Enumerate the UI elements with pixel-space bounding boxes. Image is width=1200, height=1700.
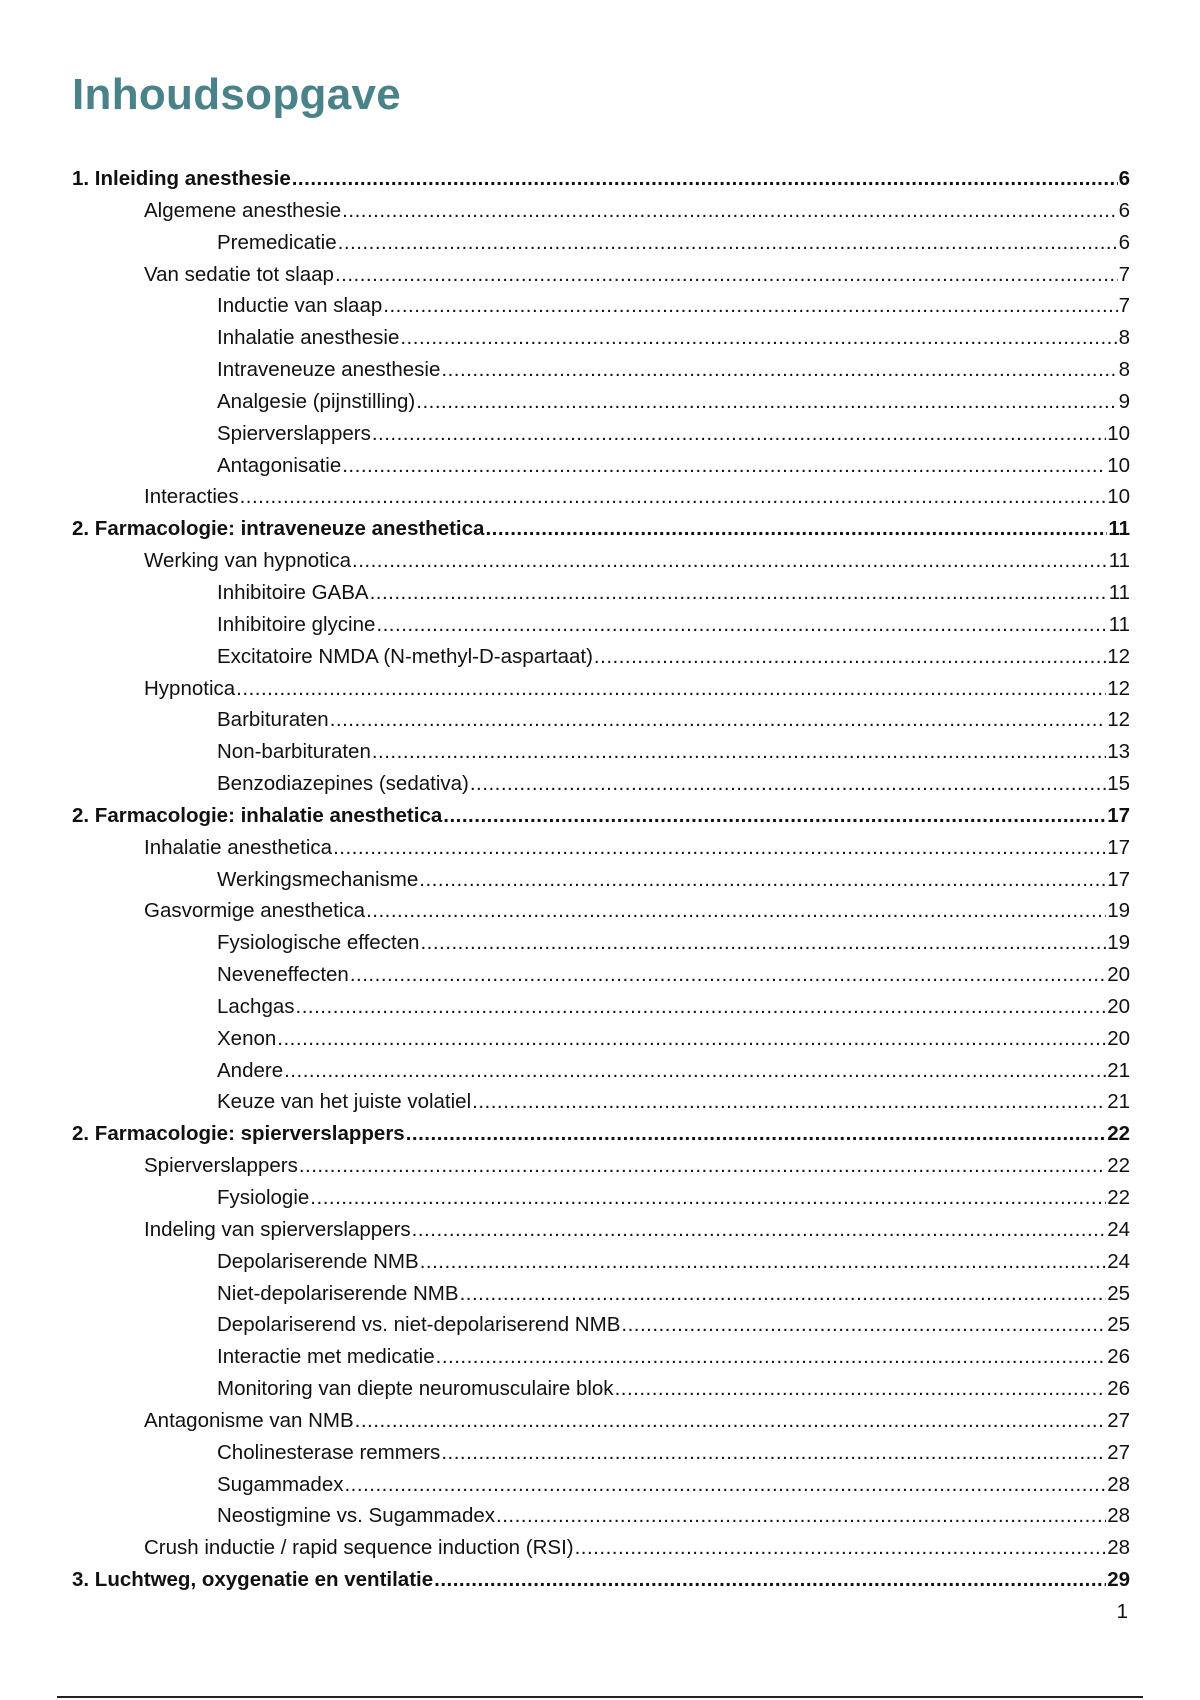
toc-entry-page-number: 24	[1107, 1217, 1130, 1241]
toc-entry-label: Excitatoire NMDA (N-methyl-D-aspartaat)	[217, 644, 593, 668]
toc-dot-leader	[277, 1023, 1106, 1055]
toc-entry-page-number: 27	[1107, 1440, 1130, 1464]
toc-dot-leader	[496, 1500, 1106, 1532]
toc-dot-leader	[416, 386, 1117, 418]
toc-entry[interactable]	[72, 1469, 1130, 1501]
toc-dot-leader	[310, 1182, 1106, 1214]
toc-entry-label: Inhibitoire GABA	[217, 580, 369, 604]
toc-entry-page-number: 28	[1107, 1472, 1130, 1496]
toc-dot-leader	[460, 1278, 1107, 1310]
toc-entry-page-number: 28	[1107, 1504, 1130, 1528]
toc-dot-leader	[292, 163, 1118, 195]
toc-entry-label: 1. Inleiding anesthesie	[72, 167, 291, 190]
toc-entry[interactable]	[72, 1405, 1130, 1437]
toc-entry-page-number: 22	[1107, 1122, 1130, 1146]
toc-entry-page-number: 15	[1107, 772, 1130, 796]
toc-entry-page-number: 6	[1118, 230, 1130, 254]
toc-entry-label: Gasvormige anesthetica	[144, 899, 366, 923]
toc-dot-leader	[575, 1532, 1107, 1564]
toc-entry-page-number: 11	[1108, 517, 1130, 541]
toc-entry-label: Interactie met medicatie	[217, 1345, 435, 1369]
toc-dot-leader	[342, 450, 1106, 482]
toc-dot-leader	[400, 322, 1117, 354]
toc-entry[interactable]	[72, 1309, 1130, 1341]
toc-entry[interactable]	[72, 1150, 1130, 1182]
toc-entry-label: Hypnotica	[144, 676, 236, 700]
toc-dot-leader	[366, 895, 1106, 927]
toc-dot-leader	[443, 800, 1106, 832]
toc-entry[interactable]	[72, 1532, 1130, 1564]
toc-dot-leader	[406, 1118, 1106, 1150]
toc-dot-leader	[372, 736, 1106, 768]
toc-entry-label: 2. Farmacologie: spierverslappers	[72, 1122, 405, 1146]
toc-entry-page-number: 20	[1107, 963, 1130, 987]
toc-entry-page-number: 20	[1107, 1026, 1130, 1050]
toc-entry-page-number: 24	[1107, 1249, 1130, 1273]
toc-entry[interactable]	[72, 1564, 1130, 1596]
toc-entry-page-number: 27	[1107, 1408, 1130, 1432]
toc-entry-page-number: 20	[1107, 994, 1130, 1018]
toc-entry-label: Lachgas	[217, 994, 295, 1018]
toc-entry-page-number: 26	[1107, 1377, 1130, 1401]
toc-entry-label: Inhalatie anesthesie	[217, 326, 400, 350]
toc-dot-leader	[330, 704, 1107, 736]
toc-entry-page-number: 19	[1107, 931, 1130, 955]
toc-entry-label: Werkingsmechanisme	[217, 867, 419, 891]
toc-entry-label: Depolariserend vs. niet-depolariserend NMB	[217, 1313, 621, 1337]
toc-entry[interactable]	[72, 1373, 1130, 1405]
toc-entry-page-number: 6	[1118, 167, 1130, 190]
toc-entry[interactable]	[72, 609, 1130, 641]
toc-dot-leader	[236, 673, 1106, 705]
toc-entry-page-number: 19	[1107, 899, 1130, 923]
toc-dot-leader	[338, 227, 1118, 259]
toc-entry-page-number: 6	[1118, 198, 1130, 222]
toc-dot-leader	[594, 641, 1106, 673]
toc-dot-leader	[485, 513, 1107, 545]
toc-entry-page-number: 11	[1108, 549, 1130, 573]
toc-dot-leader	[335, 259, 1118, 291]
toc-entry-label: Premedicatie	[217, 230, 337, 254]
toc-entry-page-number: 11	[1108, 580, 1130, 604]
toc-entry-label: Inhibitoire glycine	[217, 612, 376, 636]
toc-entry[interactable]	[72, 1055, 1130, 1087]
toc-entry[interactable]	[72, 1214, 1130, 1246]
toc-entry[interactable]	[72, 959, 1130, 991]
toc-entry-label: 2. Farmacologie: intraveneuze anesthetica	[72, 517, 485, 541]
toc-entry-page-number: 7	[1118, 294, 1130, 318]
toc-entry-label: Indeling van spierverslappers	[144, 1217, 411, 1241]
toc-dot-leader	[240, 481, 1107, 513]
toc-entry-label: Inhalatie anesthetica	[144, 835, 333, 859]
toc-entry-label: Sugammadex	[217, 1472, 344, 1496]
toc-entry-label: Interacties	[144, 485, 239, 509]
toc-entry[interactable]	[72, 195, 1130, 227]
toc-entry-page-number: 21	[1107, 1058, 1130, 1082]
toc-entry[interactable]	[72, 1246, 1130, 1278]
toc-entry-label: Antagonisme van NMB	[144, 1408, 354, 1432]
toc-entry[interactable]	[72, 163, 1130, 195]
toc-entry-page-number: 10	[1107, 453, 1130, 477]
toc-entry[interactable]	[72, 1437, 1130, 1469]
toc-dot-leader	[383, 290, 1117, 322]
toc-entry-label: Cholinesterase remmers	[217, 1440, 441, 1464]
toc-dot-leader	[299, 1150, 1106, 1182]
toc-entry[interactable]	[72, 1500, 1130, 1532]
toc-entry-label: 2. Farmacologie: inhalatie anesthetica	[72, 803, 443, 827]
toc-entry-label: Algemene anesthesie	[144, 198, 342, 222]
toc-dot-leader	[355, 1405, 1107, 1437]
toc-dot-leader	[420, 1246, 1107, 1278]
toc-dot-leader	[621, 1309, 1106, 1341]
toc-dot-leader	[284, 1055, 1106, 1087]
toc-entry-label: Crush inductie / rapid sequence induction (RSI)	[144, 1536, 574, 1560]
toc-entry[interactable]	[72, 927, 1130, 959]
toc-entry[interactable]	[72, 545, 1130, 577]
toc-entry[interactable]	[72, 481, 1130, 513]
toc-entry[interactable]	[72, 673, 1130, 705]
toc-entry-label: Keuze van het juiste volatiel	[217, 1090, 472, 1114]
toc-dot-leader	[372, 418, 1106, 450]
toc-entry-label: Inductie van slaap	[217, 294, 383, 318]
toc-entry-label: Non-barbituraten	[217, 740, 371, 764]
toc-dot-leader	[436, 1341, 1107, 1373]
toc-entry-page-number: 8	[1118, 326, 1130, 350]
toc-entry-label: Andere	[217, 1058, 284, 1082]
toc-entry-label: Barbituraten	[217, 708, 329, 732]
toc-entry[interactable]	[72, 386, 1130, 418]
toc-entry[interactable]	[72, 736, 1130, 768]
toc-entry-page-number: 17	[1107, 803, 1130, 827]
toc-entry[interactable]	[72, 991, 1130, 1023]
toc-dot-leader	[333, 832, 1106, 864]
toc-dot-leader	[615, 1373, 1107, 1405]
toc-entry-label: Intraveneuze anesthesie	[217, 358, 441, 382]
toc-entry[interactable]	[72, 800, 1130, 832]
toc-dot-leader	[434, 1564, 1106, 1596]
toc-entry-page-number: 11	[1108, 612, 1130, 636]
toc-dot-leader	[352, 545, 1108, 577]
toc-entry-label: Neostigmine vs. Sugammadex	[217, 1504, 496, 1528]
toc-entry-page-number: 13	[1107, 740, 1130, 764]
toc-dot-leader	[376, 609, 1107, 641]
toc-entry[interactable]	[72, 895, 1130, 927]
toc-entry[interactable]	[72, 1023, 1130, 1055]
toc-entry-page-number: 26	[1107, 1345, 1130, 1369]
toc-entry[interactable]	[72, 354, 1130, 386]
toc-entry-page-number: 25	[1107, 1281, 1130, 1305]
toc-dot-leader	[441, 354, 1117, 386]
toc-entry-label: Niet-depolariserende NMB	[217, 1281, 459, 1305]
toc-entry-page-number: 22	[1107, 1154, 1130, 1178]
toc-entry-page-number: 17	[1107, 835, 1130, 859]
toc-entry-page-number: 10	[1107, 421, 1130, 445]
toc-entry-page-number: 8	[1118, 358, 1130, 382]
footer-divider	[57, 1696, 1143, 1698]
toc-entry[interactable]	[72, 322, 1130, 354]
toc-entry[interactable]	[72, 768, 1130, 800]
toc-entry[interactable]	[72, 259, 1130, 291]
toc-entry-page-number: 22	[1107, 1186, 1130, 1209]
toc-entry[interactable]	[72, 1086, 1130, 1118]
page-number: 1	[1116, 1600, 1128, 1623]
toc-entry-page-number: 9	[1118, 389, 1130, 413]
toc-dot-leader	[470, 768, 1106, 800]
toc-dot-leader	[296, 991, 1107, 1023]
toc-entry-label: Benzodiazepines (sedativa)	[217, 772, 469, 796]
toc-entry[interactable]	[72, 290, 1130, 322]
toc-entry[interactable]	[72, 1278, 1130, 1310]
toc-entry-page-number: 21	[1107, 1090, 1130, 1114]
toc-entry-page-number: 12	[1107, 644, 1130, 668]
toc-entry-label: 3. Luchtweg, oxygenatie en ventilatie	[72, 1568, 434, 1592]
toc-entry[interactable]	[72, 641, 1130, 673]
toc-entry-label: Fysiologie	[217, 1186, 310, 1209]
toc-entry-page-number: 25	[1107, 1313, 1130, 1337]
toc-entry-label: Xenon	[217, 1026, 277, 1050]
toc-entry[interactable]	[72, 1118, 1130, 1150]
toc-entry-label: Spierverslappers	[144, 1154, 298, 1178]
toc-entry[interactable]	[72, 704, 1130, 736]
toc-entry-page-number: 10	[1107, 485, 1130, 509]
toc-entry-label: Van sedatie tot slaap	[144, 262, 334, 286]
toc-entry[interactable]	[72, 832, 1130, 864]
toc-entry[interactable]	[72, 864, 1130, 896]
toc-dot-leader	[370, 577, 1108, 609]
toc-entry-page-number: 12	[1107, 676, 1130, 700]
toc-dot-leader	[419, 864, 1106, 896]
toc-dot-leader	[342, 195, 1117, 227]
toc-entry[interactable]	[72, 577, 1130, 609]
toc-entry-label: Spierverslappers	[217, 421, 371, 445]
toc-entry-label: Neveneffecten	[217, 963, 349, 987]
toc-dot-leader	[412, 1214, 1107, 1246]
toc-entry-label: Werking van hypnotica	[144, 549, 352, 573]
toc-dot-leader	[344, 1469, 1106, 1501]
toc-entry[interactable]	[72, 227, 1130, 259]
toc-dot-leader	[350, 959, 1106, 991]
toc-entry-page-number: 29	[1107, 1568, 1130, 1592]
toc-entry-page-number: 7	[1118, 262, 1130, 286]
toc-entry-page-number: 28	[1107, 1536, 1130, 1560]
toc-entry-label: Fysiologische effecten	[217, 931, 420, 955]
toc-entry-label: Monitoring van diepte neuromusculaire blok	[217, 1377, 614, 1401]
toc-dot-leader	[441, 1437, 1106, 1469]
toc-dot-leader	[472, 1086, 1106, 1118]
page-title: Inhoudsopgave	[72, 70, 402, 119]
toc-entry[interactable]	[72, 450, 1130, 482]
toc-entry-page-number: 17	[1107, 867, 1130, 891]
toc-entry-label: Depolariserende NMB	[217, 1249, 419, 1273]
toc-dot-leader	[420, 927, 1106, 959]
toc-entry[interactable]	[72, 1182, 1130, 1214]
toc-entry[interactable]	[72, 513, 1130, 545]
toc-entry-label: Analgesie (pijnstilling)	[217, 389, 416, 413]
toc-entry[interactable]	[72, 1341, 1130, 1373]
toc-entry[interactable]	[72, 418, 1130, 450]
toc-entry-label: Antagonisatie	[217, 453, 342, 477]
toc-entry-page-number: 12	[1107, 708, 1130, 732]
table-of-contents	[72, 163, 1130, 1596]
